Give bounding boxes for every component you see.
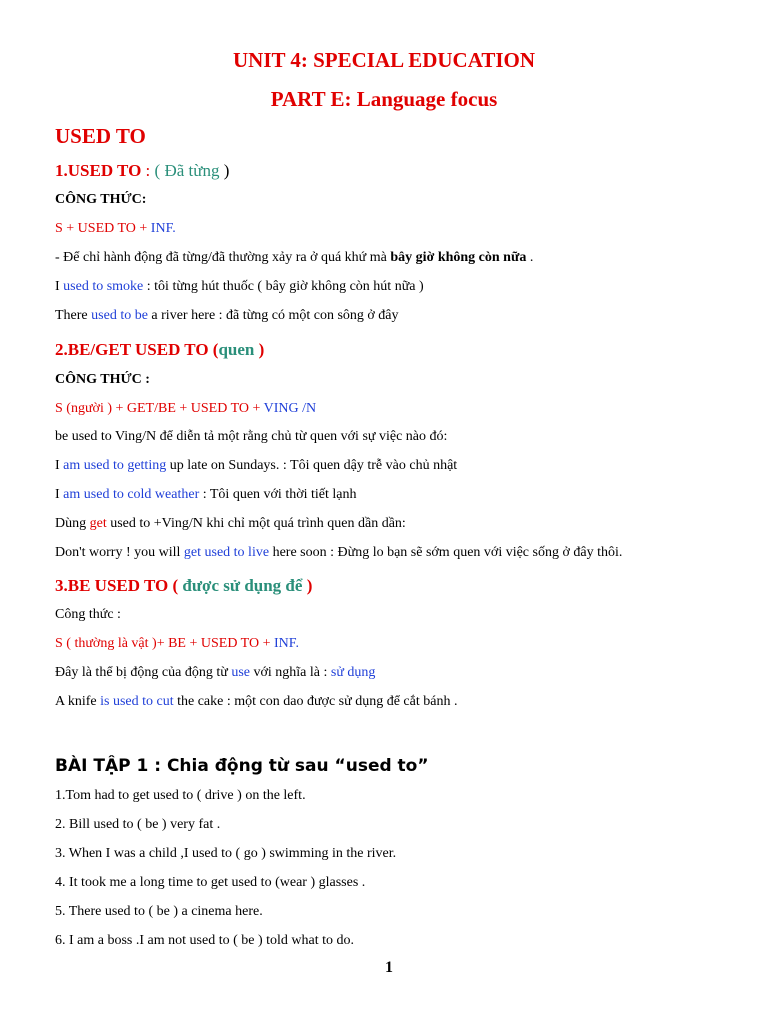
- section1-gloss: ( Đã từng: [154, 161, 220, 180]
- section2-formula-ving: VING /N: [263, 401, 317, 416]
- exercise-item: 3. When I was a child ,I used to ( go ) swimming in the river.: [55, 846, 397, 861]
- section2-example-3: [55, 546, 622, 560]
- section1-formula: [55, 222, 176, 236]
- page-number: 1: [385, 959, 393, 976]
- section3-formula-inf: INF.: [274, 636, 299, 651]
- exercise-item: 1.Tom had to get used to ( drive ) on the left.: [55, 788, 306, 803]
- example-highlight: used to smoke: [63, 279, 144, 294]
- section1-description: [55, 251, 533, 265]
- example-highlight: get used to live: [183, 545, 270, 560]
- section2-formula: [55, 402, 316, 416]
- section1-heading: [55, 162, 229, 179]
- exercise-item: 6. I am a boss .I am not used to ( be ) told what to do.: [55, 933, 355, 948]
- section2-formula-label: CÔNG THỨC :: [55, 372, 150, 387]
- example-text: I: [55, 279, 64, 294]
- section3-number: 3.BE USED TO (: [55, 576, 183, 595]
- example-highlight: is used to cut: [100, 694, 174, 709]
- section2-formula-main: S (người ) + GET/BE + USED TO +: [55, 401, 264, 416]
- section1-gloss-close: ): [219, 161, 230, 180]
- section3-gloss-close: ): [302, 576, 313, 595]
- desc-text: Đây là thể bị động của động từ: [55, 665, 232, 680]
- section1-formula-main: S + USED TO +: [55, 221, 151, 236]
- section1-desc-bold: bây giờ không còn nữa: [390, 250, 527, 265]
- section2-gloss-open: (: [208, 340, 219, 359]
- section2-gloss-close: ): [254, 340, 265, 359]
- desc-highlight: use: [231, 665, 250, 680]
- main-heading: USED TO: [55, 124, 146, 148]
- section2-heading: [55, 341, 264, 358]
- section2-number: 2.BE/GET USED TO: [55, 340, 209, 359]
- example-text: : Tôi quen với thời tiết lạnh: [199, 487, 357, 502]
- example-text: up late on Sundays. : Tôi quen dậy trễ vào chủ nhật: [166, 458, 458, 473]
- section1-formula-inf: INF.: [150, 221, 176, 236]
- example-text: a river here : đã từng có một con sông ở đây: [147, 308, 399, 323]
- desc-text: used to +Ving/N khi chỉ một quá trình quen dần dần:: [106, 516, 406, 531]
- page-subtitle: PART E: Language focus: [270, 87, 498, 111]
- example-highlight: am used to cold weather: [63, 487, 200, 502]
- section2-description-2: [55, 517, 406, 531]
- page-title: UNIT 4: SPECIAL EDUCATION: [232, 48, 536, 72]
- section3-gloss: được sử dụng để: [182, 576, 303, 595]
- exercise-item: 5. There used to ( be ) a cinema here.: [55, 904, 263, 919]
- example-text: : tôi từng hút thuốc ( bây giờ không còn hút nữa ): [143, 279, 424, 294]
- example-text: I: [55, 458, 64, 473]
- section2-example-1: [55, 459, 457, 473]
- section2-example-2: [55, 488, 357, 502]
- desc-highlight: get: [89, 516, 107, 531]
- desc-text: Dùng: [55, 516, 90, 531]
- section1-example-1: [55, 280, 424, 294]
- exercise-item: 4. It took me a long time to get used to (wear ) glasses .: [55, 875, 366, 890]
- section1-number: 1.USED TO: [55, 161, 142, 180]
- desc-text: với nghĩa là :: [250, 665, 331, 680]
- example-text: the cake : một con dao được sử dụng để cắt bánh .: [173, 694, 458, 709]
- section1-formula-label: CÔNG THỨC:: [55, 192, 147, 207]
- exercise-item: 2. Bill used to ( be ) very fat .: [55, 817, 221, 832]
- section2-description: be used to Ving/N để diễn tả một rằng chủ từ quen với sự việc nào đó:: [55, 429, 448, 444]
- section3-formula-label: Công thức :: [55, 607, 121, 622]
- section3-formula-main: S ( thường là vật )+ BE + USED TO +: [55, 636, 274, 651]
- section1-example-2: [55, 309, 399, 323]
- section3-formula: [55, 637, 299, 651]
- example-highlight: am used to getting: [63, 458, 167, 473]
- section1-desc-end: .: [526, 250, 534, 265]
- section1-colon: :: [141, 161, 155, 180]
- example-text: here soon : Đừng lo bạn sẽ sớm quen với việc sống ở đây thôi.: [269, 545, 623, 560]
- section2-gloss: quen: [218, 340, 255, 359]
- example-text: There: [55, 308, 92, 323]
- desc-highlight: sử dụng: [330, 665, 376, 680]
- section3-description: [55, 666, 375, 680]
- exercise-title: BÀI TẬP 1 : Chia động từ sau “used to”: [55, 756, 429, 776]
- section1-desc-text: - Để chỉ hành động đã từng/đã thường xảy ra ở quá khứ mà: [55, 250, 391, 265]
- section3-heading: [55, 577, 312, 594]
- section3-example-1: [55, 695, 457, 709]
- example-text: A knife: [55, 694, 101, 709]
- example-text: I: [55, 487, 64, 502]
- example-text: Don't worry ! you will: [55, 545, 184, 560]
- example-highlight: used to be: [91, 308, 148, 323]
